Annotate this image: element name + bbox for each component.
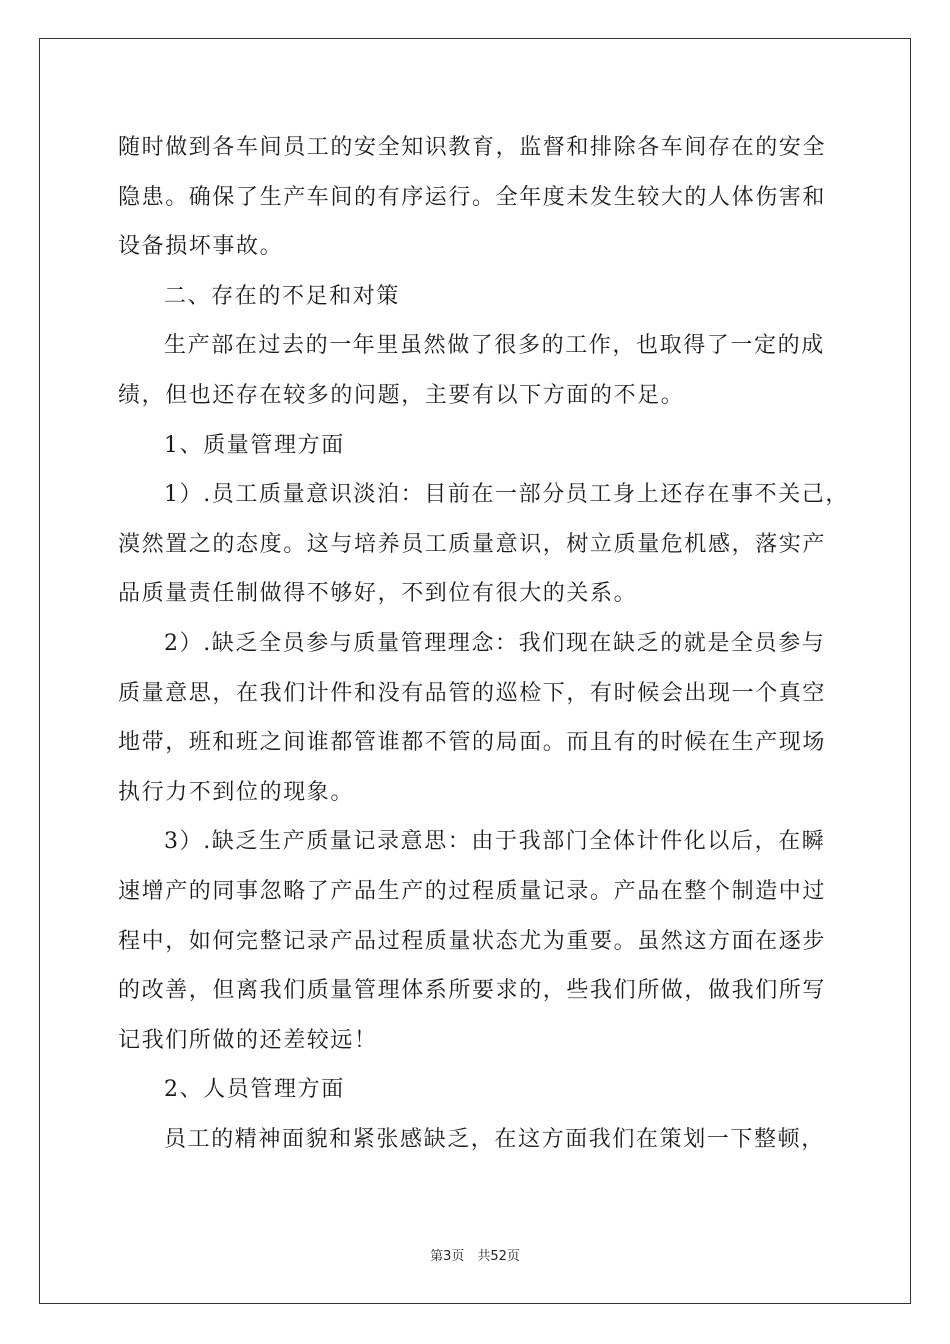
text-line: 执行力不到位的现象。 — [118, 779, 355, 805]
text-line: 程中，如何完整记录产品过程质量状态尤为重要。虽然这方面在逐步 — [118, 928, 827, 954]
text-line: 设备损坏事故。 — [118, 234, 284, 260]
page-footer: 第3页 共52页 — [430, 1249, 520, 1264]
text-line: 员工的精神面貌和紧张感缺乏，在这方面我们在策划一下整顿， — [164, 1127, 825, 1152]
text-line: 质量意思，在我们计件和没有品管的巡检下，有时候会出现一个真空 — [118, 680, 827, 706]
subsection-heading: 2、人员管理方面 — [164, 1077, 345, 1103]
text-line: 速增产的同事忽略了产品生产的过程质量记录。产品在整个制造中过 — [118, 879, 827, 904]
text-line: 2）.缺乏全员参与质量管理理念：我们现在缺乏的就是全员参与 — [164, 631, 826, 656]
text-line: 1）.员工质量意识淡泊：目前在一部分员工身上还存在事不关己， — [164, 482, 849, 508]
text-line: 记我们所做的还差较远！ — [118, 1027, 378, 1053]
text-line: 地带，班和班之间谁都管谁都不管的局面。而且有的时候在生产现场 — [118, 730, 827, 756]
text-line: 3）.缺乏生产质量记录意思：由于我部门全体计件化以后，在瞬 — [164, 829, 826, 855]
text-line: 绩，但也还存在较多的问题，主要有以下方面的不足。 — [118, 383, 685, 408]
subsection-heading: 1、质量管理方面 — [164, 432, 345, 458]
text-line: 品质量责任制做得不够好，不到位有很大的关系。 — [118, 581, 638, 607]
section-heading: 二、存在的不足和对策 — [164, 283, 401, 309]
text-line: 生产部在过去的一年里虽然做了很多的工作，也取得了一定的成 — [164, 333, 825, 359]
text-line: 漠然置之的态度。这与培养员工质量意识，树立质量危机感，落实产 — [118, 531, 827, 557]
text-line: 的改善，但离我们质量管理体系所要求的，些我们所做，做我们所写 — [118, 978, 827, 1004]
text-line: 随时做到各车间员工的安全知识教育，监督和排除各车间存在的安全 — [118, 135, 827, 160]
text-line: 隐患。确保了生产车间的有序运行。全年度未发生较大的人体伤害和 — [118, 184, 827, 210]
